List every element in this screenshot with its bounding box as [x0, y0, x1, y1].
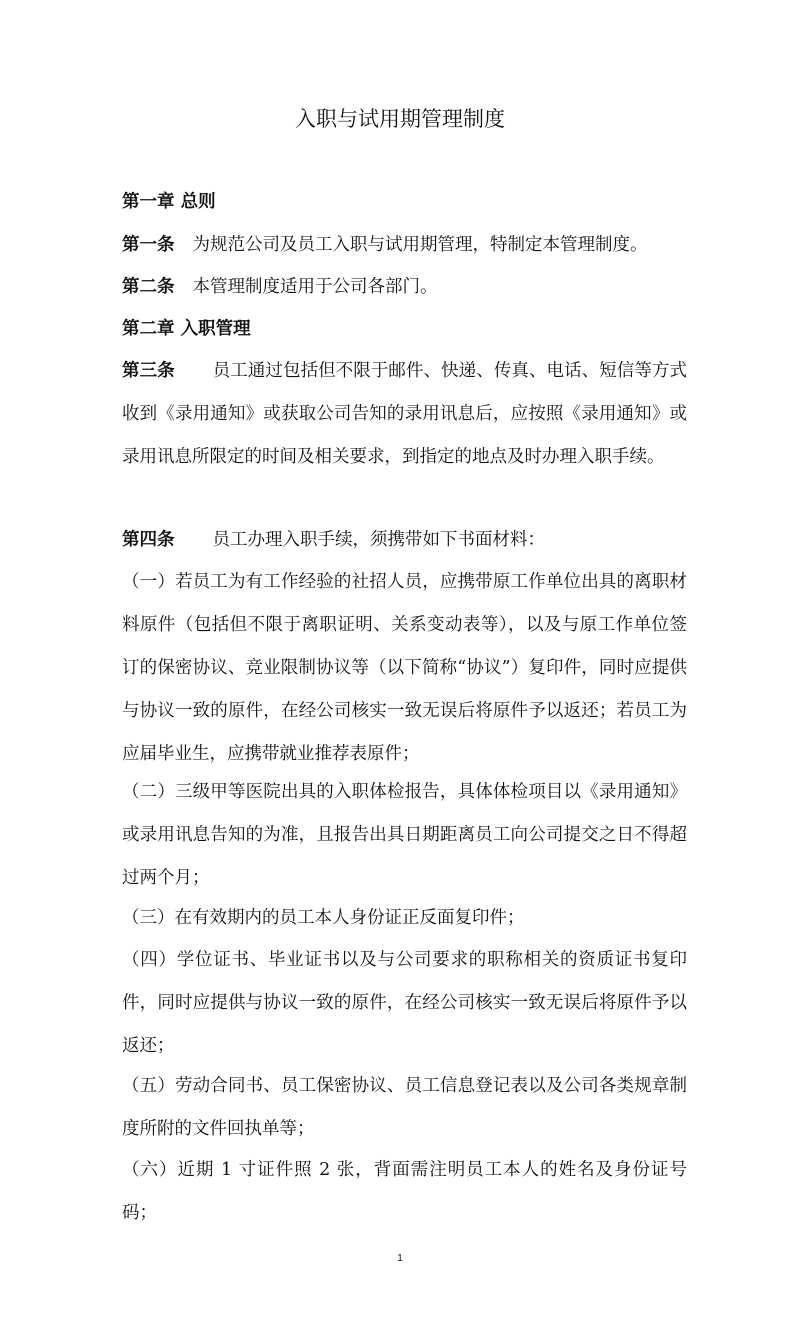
article-1-text: 为规范公司及员工入职与试用期管理，特制定本管理制度。 — [192, 235, 648, 255]
list-item-3: （三）在有效期内的员工本人身份证正反面复印件； — [122, 908, 525, 928]
document-title: 入职与试用期管理制度 — [295, 107, 505, 131]
article-2 — [122, 266, 687, 309]
list-item-1: （一）若员工为有工作经验的社招人员，应携带原工作单位出具的离职材料原件（包括但不限于离职证明、关系变动表等），以及与原工作单位签订的保密协议、竞业限制协议等（以下简称“协议”）复印件，同时应提供与协议一致的原件，在经公司核实一致无误后将原件予以返还；若员工为应届毕业生，应携带就业推荐表原件； — [122, 572, 687, 764]
article-3 — [122, 350, 687, 479]
article-2-text: 本管理制度适用于公司各部门。 — [192, 277, 438, 297]
list-item-2: （二）三级甲等医院出具的入职体检报告，具体体检项目以《录用通知》或录用讯息告知的为准，且报告出具日期距离员工向公司提交之日不得超过两个月； — [122, 782, 687, 888]
chapter-heading-general: 第一章 总则 — [122, 192, 216, 212]
list-item-4: （四）学位证书、毕业证书以及与公司要求的职称相关的资质证书复印件，同时应提供与协议一致的原件，在经公司核实一致无误后将原件予以返还； — [122, 950, 687, 1056]
chapter-heading-onboarding: 第二章 入职管理 — [122, 319, 251, 339]
article-3-label: 第三条 — [122, 361, 175, 381]
article-2-label: 第二条 — [122, 277, 175, 297]
list-item-5: （五）劳动合同书、员工保密协议、员工信息登记表以及公司各类规章制度所附的文件回执单等； — [122, 1076, 687, 1139]
article-4-label: 第四条 — [122, 530, 175, 550]
article-1 — [122, 224, 687, 267]
list-item-6: （六）近期 1 寸证件照 2 张，背面需注明员工本人的姓名及身份证号码； — [122, 1160, 687, 1223]
article-4-text: 员工办理入职手续，须携带如下书面材料： — [212, 530, 545, 550]
page-number: 1 — [397, 1253, 403, 1264]
article-1-label: 第一条 — [122, 235, 175, 255]
article-4 — [122, 519, 687, 562]
article-3-text: 员工通过包括但不限于邮件、快递、传真、电话、短信等方式收到《录用通知》或获取公司告知的录用讯息后，应按照《录用通知》或录用讯息所限定的时间及相关要求，到指定的地点及时办理入职手续。 — [122, 361, 688, 467]
